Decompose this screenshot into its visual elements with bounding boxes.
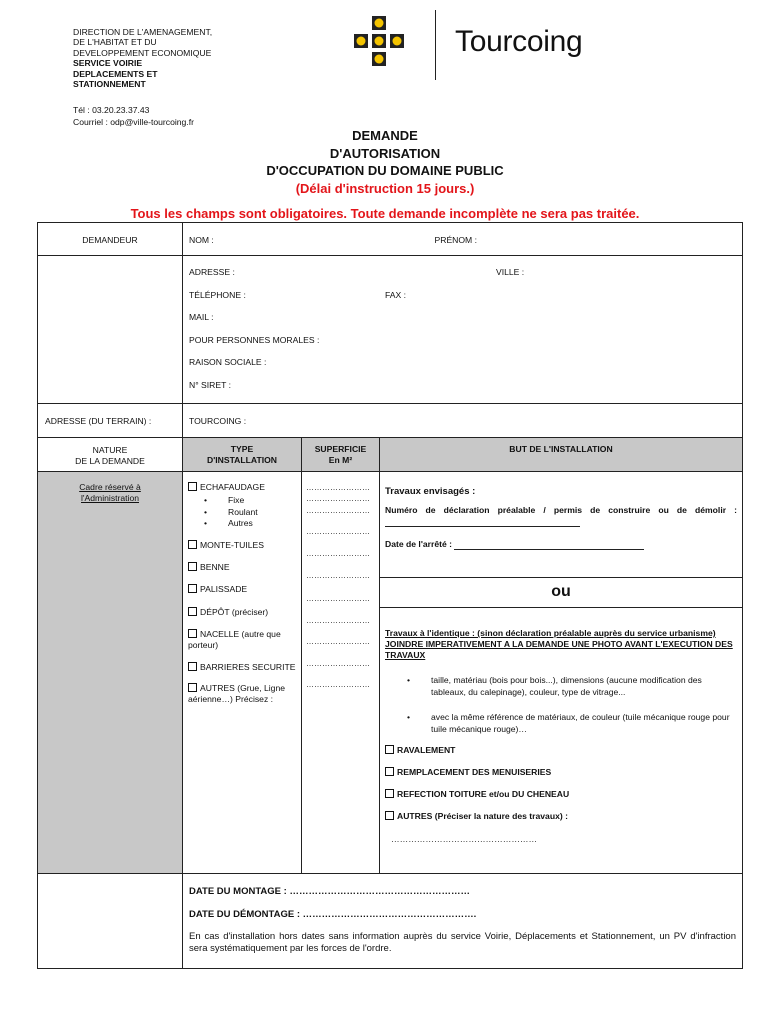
identique-bullet: • avec la même référence de matériaux, de couleur (tuile mécanique rouge pour tuile mécanique rouge)… <box>431 712 737 735</box>
col-superficie-header: SUPERFICIE En M² <box>302 438 380 472</box>
demandeur-label: DEMANDEUR <box>38 223 183 256</box>
org-line: DIRECTION DE L'AMENAGEMENT, <box>73 27 213 37</box>
checkbox-icon <box>385 811 394 820</box>
checkbox-icon <box>188 662 197 671</box>
col-but-header: BUT DE L'INSTALLATION <box>380 438 743 472</box>
numero-declaration-label[interactable]: Numéro de déclaration préalable / permis de construire ou de démolir : <box>385 505 737 527</box>
city-logo-text: Tourcoing <box>455 25 583 58</box>
ravalement-option[interactable]: RAVALEMENT <box>385 745 737 756</box>
delay-text: (Délai d'instruction 15 jours.) <box>295 180 475 196</box>
org-block <box>73 27 273 89</box>
but-installation-cell <box>380 472 743 874</box>
benne-option[interactable]: BENNE <box>188 562 297 573</box>
travaux-envisages-label: Travaux envisagés : <box>385 486 476 497</box>
title-line: D'AUTORISATION <box>329 145 441 161</box>
autres-installation-option[interactable]: AUTRES (Grue, Ligne aérienne…) Précisez : <box>188 682 286 705</box>
date-arrete-label[interactable]: Date de l'arrêté : <box>385 539 737 550</box>
org-line: DE L'HABITAT ET DU <box>73 37 157 48</box>
dates-cell <box>183 874 743 969</box>
email-text: Courriel : odp@ville-tourcoing.fr <box>73 117 194 127</box>
identique-instructions: Travaux à l'identique : (sinon déclaration préalable auprès du service urbanisme) JOINDRE IMPERATIVEMENT A LA DEMANDE UNE PHOTO AVANT L'EXECUTION DES TRAVAUX <box>385 628 733 660</box>
ville-label: VILLE : <box>496 267 525 277</box>
fixe-option[interactable]: • Fixe <box>228 495 297 507</box>
raison-sociale-label: RAISON SOCIALE : <box>189 357 267 367</box>
title-line: D'OCCUPATION DU DOMAINE PUBLIC <box>266 163 504 178</box>
adresse-label: ADRESSE : <box>189 267 235 277</box>
checkbox-icon <box>188 607 197 616</box>
echafaudage-option[interactable]: ECHAFAUDAGE <box>188 482 297 493</box>
morales-label: POUR PERSONNES MORALES : <box>189 334 320 345</box>
identique-bullet: • taille, matériau (bois pour bois...), dimensions (aucune modification des tableaux, du calepinage), couleur, type de vitrage... <box>431 675 737 698</box>
service-line: SERVICE VOIRIE <box>73 58 143 69</box>
checkbox-icon <box>188 683 197 692</box>
checkbox-icon <box>188 562 197 571</box>
tourcoing-logo-icon <box>350 14 420 74</box>
autres-option[interactable]: • Autres <box>228 518 297 530</box>
prenom-label: PRÉNOM : <box>434 235 477 245</box>
checkbox-icon <box>385 767 394 776</box>
checkbox-icon <box>188 584 197 593</box>
date-montage-field[interactable]: DATE DU MONTAGE : ………………………………………………… <box>189 886 470 897</box>
terrain-label: ADRESSE (DU TERRAIN) : <box>38 404 183 438</box>
org-line: DEVELOPPEMENT ECONOMIQUE <box>73 47 212 58</box>
date-demontage-field[interactable]: DATE DU DÉMONTAGE : ………………………………………………. <box>189 909 477 920</box>
ou-separator: ou <box>380 578 742 608</box>
mandatory-notice: Tous les champs sont obligatoires. Toute demande incomplète ne sera pas traitée. <box>130 206 640 221</box>
superficie-cell[interactable]: …………………… …………………… …………………… …………………… …………………… …………………… …………………… …………………… …………………… …………………… …………………… <box>302 472 380 874</box>
demandeur-details[interactable] <box>183 256 743 404</box>
siret-label: N° SIRET : <box>189 379 231 390</box>
autres-travaux-dots[interactable]: …………………………………………… <box>391 834 538 844</box>
menuiseries-option[interactable]: REMPLACEMENT DES MENUISERIES <box>385 767 737 778</box>
autres-travaux-option[interactable]: AUTRES (Préciser la nature des travaux) : <box>385 811 737 822</box>
col-type-header: TYPE D'INSTALLATION <box>183 438 302 472</box>
service-line: STATIONNEMENT <box>73 79 146 90</box>
name-row[interactable] <box>183 223 743 256</box>
phone-text: Tél : 03.20.23.37.43 <box>73 105 150 115</box>
checkbox-icon <box>385 789 394 798</box>
telephone-label: TÉLÉPHONE : <box>189 289 246 300</box>
checkbox-icon <box>188 540 197 549</box>
monte-tuiles-option[interactable]: MONTE-TUILES <box>188 540 297 551</box>
nature-label: NATURE DE LA DEMANDE <box>38 438 183 472</box>
dates-spacer <box>38 874 183 969</box>
checkbox-icon <box>188 629 197 638</box>
checkbox-icon <box>385 745 394 754</box>
checkbox-icon <box>188 482 197 491</box>
depot-option[interactable]: DÉPÔT (préciser) <box>188 607 297 618</box>
admin-reserved-cell: Cadre réservé à l'Administration <box>38 472 183 874</box>
roulant-option[interactable]: • Roulant <box>228 507 297 519</box>
contact-block <box>73 104 194 128</box>
service-line: DEPLACEMENTS ET <box>73 68 158 79</box>
fax-label: FAX : <box>385 289 407 300</box>
request-form-table <box>37 222 743 969</box>
demandeur-spacer <box>38 256 183 404</box>
warning-text: En cas d'installation hors dates sans information auprès du service Voirie, Déplacements et Stationnement, un PV d'infraction sera systématiquement par les forces de l'ordre. <box>189 931 736 954</box>
toiture-option[interactable]: REFECTION TOITURE et/ou DU CHENEAU <box>385 789 737 800</box>
nom-label: NOM : <box>189 235 214 245</box>
palissade-option[interactable]: PALISSADE <box>188 584 297 595</box>
type-installation-cell <box>183 472 302 874</box>
terrain-value[interactable]: TOURCOING : <box>183 404 743 438</box>
form-title <box>0 127 770 197</box>
logo-divider <box>435 10 436 80</box>
mail-label: MAIL : <box>189 312 214 322</box>
nacelle-option[interactable]: NACELLE (autre que porteur) <box>188 628 281 651</box>
title-line: DEMANDE <box>352 128 418 143</box>
barrieres-option[interactable]: BARRIERES SECURITE <box>188 662 297 673</box>
